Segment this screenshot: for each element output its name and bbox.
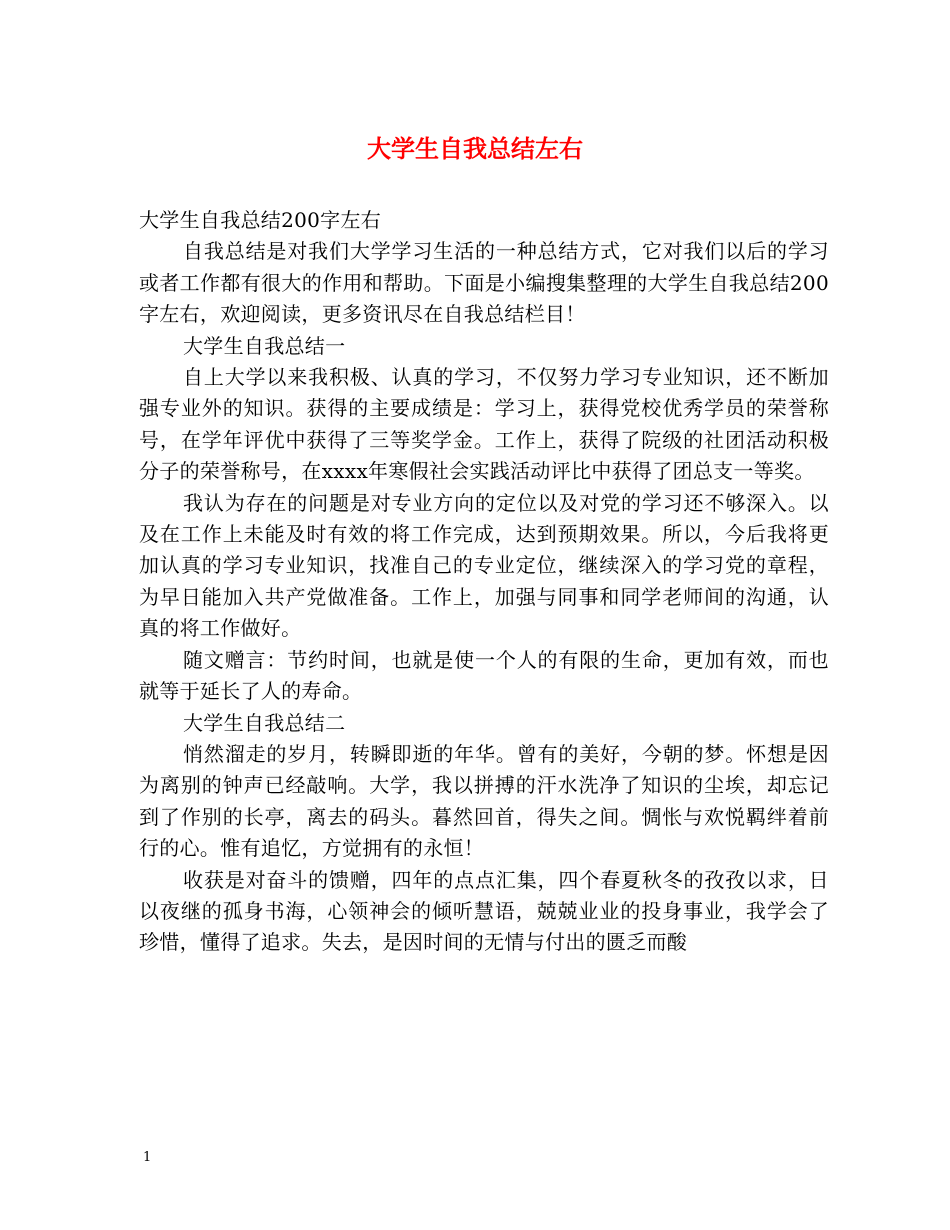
paragraph: 随文赠言：节约时间，也就是使一个人的有限的生命，更加有效，而也就等于延长了人的寿命。	[139, 647, 829, 704]
paragraph: 我认为存在的问题是对专业方向的定位以及对党的学习还不够深入。以及在工作上未能及时有效的将工作完成，达到预期效果。所以，今后我将更加认真的学习专业知识，找准自己的专业定位，继续深入的学习党的章程，为早日能加入共产党做准备。工作上，加强与同事和同学老师间的沟通，认真的将工作做好。	[139, 490, 829, 641]
paragraph: 自我总结是对我们大学学习生活的一种总结方式，它对我们以后的学习或者工作都有很大的作用和帮助。下面是小编搜集整理的大学生自我总结200字左右，欢迎阅读，更多资讯尽在自我总结栏目！	[139, 239, 829, 327]
paragraph: 收获是对奋斗的馈赠，四年的点点汇集，四个春夏秋冬的孜孜以求，日以夜继的孤身书海，心领神会的倾听慧语，兢兢业业的投身事业，我学会了珍惜，懂得了追求。失去，是因时间的无情与付出的匮乏而酸	[139, 867, 829, 955]
section-heading: 大学生自我总结二	[183, 710, 346, 735]
paragraph: 悄然溜走的岁月，转瞬即逝的年华。曾有的美好，今朝的梦。怀想是因为离别的钟声已经敲响。大学，我以拼搏的汗水洗净了知识的尘埃，却忘记到了作别的长亭，离去的码头。暮然回首，得失之间。惆怅与欢悦羁绊着前行的心。惟有追忆，方觉拥有的永恒！	[139, 741, 829, 861]
page-number: 1	[143, 1150, 152, 1165]
document-body	[139, 205, 829, 959]
section-heading: 大学生自我总结一	[183, 333, 346, 358]
paragraph: 自上大学以来我积极、认真的学习，不仅努力学习专业知识，还不断加强专业外的知识。获得的主要成绩是：学习上，获得党校优秀学员的荣誉称号，在学年评优中获得了三等奖学金。工作上，获得了院级的社团活动积极分子的荣誉称号，在xxxx年寒假社会实践活动评比中获得了团总支一等奖。	[139, 365, 829, 484]
paragraph: 大学生自我总结200字左右	[139, 208, 382, 232]
document-title: 大学生自我总结左右	[367, 134, 583, 163]
